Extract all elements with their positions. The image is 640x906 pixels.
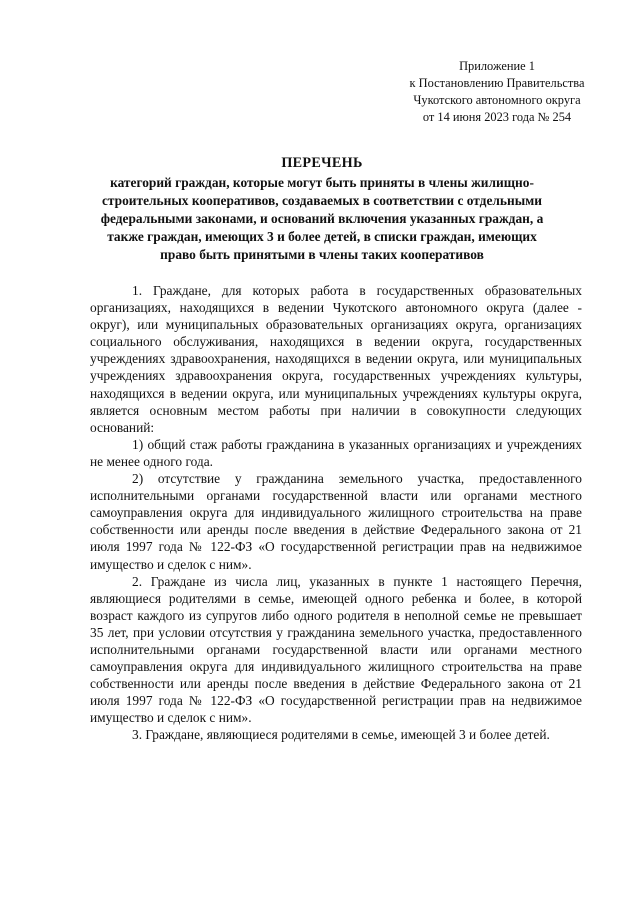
title-line: право быть принятыми в члены таких кооперативов: [160, 247, 484, 262]
appendix-date-number: от 14 июня 2023 года № 254: [422, 110, 572, 124]
paragraph-item-3: 3. Граждане, являющиеся родителями в семье, имеющей 3 и более детей.: [132, 727, 550, 743]
title-line: строительных кооперативов, создаваемых в соответствии с отдельными: [101, 193, 542, 208]
paragraph-subitem-1: 1) общий стаж работы гражданина в указанных организациях и учреждениях не менее одного года.: [90, 436, 582, 469]
title-line: также граждан, имеющих 3 и более детей, в списки граждан, имеющих: [107, 229, 537, 244]
appendix-number: Приложение 1: [459, 59, 535, 73]
appendix-authority: Чукотского автономного округа: [413, 93, 581, 107]
appendix-resolution: к Постановлению Правительства: [409, 76, 585, 90]
paragraph-item-2: 2. Граждане из числа лиц, указанных в пункте 1 настоящего Перечня, являющиеся родителями в семье, имеющей одного ребенка и более, в которой возраст каждого из супругов либо одного родителя в неполной семье не превышает 35 лет, при условии отсутствия у гражданина земельного участка, предоставленного исполнительными органами государственной власти или органами местного самоуправления округа для индивидуального жилищного строительства на праве собственности или аренды после введения в действие Федерального закона от 21 июля 1997 года № 122-ФЗ «О государственной регистрации прав на недвижимое имущество и сделок с ним».: [90, 573, 582, 726]
paragraph-item-1: 1. Граждане, для которых работа в государственных образовательных организациях, находящихся в ведении Чукотского автономного округа (далее - округ), или муниципальных образовательных организациях округа, организациях социального обслуживания, находящихся в ведении округа, государственных учреждениях здравоохранения, находящихся в ведении округа, или муниципальных учреждениях здравоохранения округа, государственных учреждениях культуры, находящихся в ведении округа, или муниципальных учреждениях культуры округа, является основным местом работы при наличии в совокупности следующих оснований:: [90, 283, 582, 435]
title-line: категорий граждан, которые могут быть приняты в члены жилищно-: [110, 175, 534, 190]
title-heading: ПЕРЕЧЕНЬ: [281, 155, 363, 171]
document-body: [90, 282, 582, 744]
appendix-header: [392, 58, 602, 126]
title-line: федеральными законами, и оснований включения указанных граждан, а: [100, 211, 544, 226]
document-title: [96, 154, 548, 264]
paragraph-subitem-2: 2) отсутствие у гражданина земельного участка, предоставленного исполнительными органами государственной власти или органами местного самоуправления округа для индивидуального жилищного строительства на праве собственности или аренды после введения в действие Федерального закона от 21 июля 1997 года № 122-ФЗ «О государственной регистрации прав на недвижимое имущество и сделок с ним».: [90, 471, 582, 572]
